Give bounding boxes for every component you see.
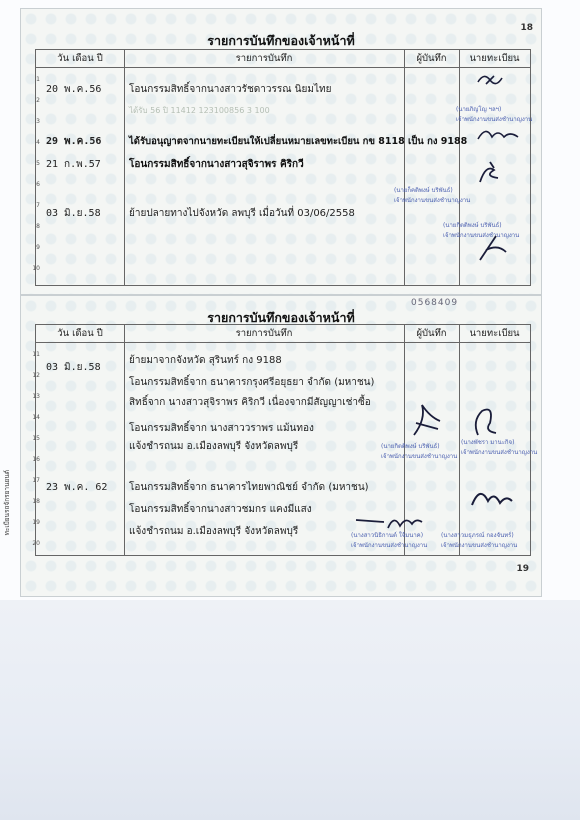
official-stamp <box>394 185 470 205</box>
header-date: วัน เดือน ปี <box>57 328 103 339</box>
registrar-signature <box>468 401 503 443</box>
registrar-signature <box>476 158 506 192</box>
entry-line: แจ้งชำรถนม อ.เมืองลพบุรี จังหวัดลพบุรี <box>129 441 299 452</box>
line-number: 16 <box>32 456 40 463</box>
line-number: 2 <box>36 97 40 104</box>
column-divider <box>459 325 460 555</box>
line-number: 5 <box>36 160 40 167</box>
header-recorder: ผู้บันทึก <box>416 328 447 339</box>
stamp-name: (นายภิญโญ ฯลฯ) <box>456 106 502 113</box>
line-number: 14 <box>32 414 40 421</box>
faded-text: ได้รับ 56 ปิ 11412 123100856 3 100 <box>129 106 270 115</box>
entry-line: โอนกรรมสิทธิ์จาก ธนาคารกรุงศรีอยุธยา จำกัด (มหาชน) <box>129 377 375 388</box>
header-divider <box>36 67 530 68</box>
line-number: 10 <box>32 265 40 272</box>
column-divider <box>459 50 460 285</box>
line-number: 4 <box>36 139 40 146</box>
stamp-position: เจ้าพนักงานขนส่งชำนาญงาน <box>461 449 538 456</box>
line-number: 20 <box>32 540 40 547</box>
stamp-position: เจ้าพนักงานขนส่งชำนาญงาน <box>443 232 520 239</box>
recorder-signature <box>354 510 424 536</box>
stamp-name: (นางสาวมธุภรณ์ กองจันทร์) <box>441 532 514 539</box>
line-number: 15 <box>32 435 40 442</box>
registrar-signature <box>476 70 506 94</box>
official-stamp <box>441 530 517 550</box>
entry-text: ย้ายปลายทางไปจังหวัด ลพบุรี เมื่อวันที่ 03/06/2558 <box>129 208 355 219</box>
entry-date: 03 มิ.ย.58 <box>46 208 101 219</box>
entry-date: 21 ก.พ.57 <box>46 159 101 170</box>
record-table <box>32 324 538 556</box>
stamp-name: (นายกิตติพงษ์ บริพันธ์) <box>443 222 502 229</box>
registrar-signature <box>476 230 511 269</box>
line-number: 11 <box>32 351 40 358</box>
entry-line: ย้ายมาจากจังหวัด สุรินทร์ กง 9188 <box>129 355 282 366</box>
header-record: รายการบันทึก <box>235 328 293 339</box>
header-registrar: นายทะเบียน <box>469 53 520 64</box>
page-number: 19 <box>516 564 529 574</box>
entry-date: 29 พ.ค.56 <box>46 136 102 147</box>
column-divider <box>124 325 125 555</box>
line-number: 3 <box>36 118 40 125</box>
record-table <box>32 49 533 286</box>
entry-text: ได้รับอนุญาตจากนายทะเบียนให้เปลี่ยนหมายเลขทะเบียน กข 8118 เป็น กง 9188 <box>129 136 468 147</box>
registrar-signature <box>476 125 521 149</box>
stamp-name: (นายก็คติพงษ์ บริพันธ์) <box>394 187 453 194</box>
line-number: 18 <box>32 498 40 505</box>
record-page-top <box>20 8 542 295</box>
line-number: 12 <box>32 372 40 379</box>
entry-line: โอนกรรมสิทธิ์จาก ธนาคารไทยพาณิชย์ จำกัด (มหาชน) <box>129 482 369 493</box>
side-label: ทะเบียนรถจักรยานยนต์ <box>3 470 11 536</box>
scan-background <box>0 600 580 820</box>
serial-number: 0568409 <box>411 298 459 308</box>
registrar-signature <box>468 483 513 517</box>
entry-text: โอนกรรมสิทธิ์จากนางสาวสุจิราพร คิริกวี <box>129 159 304 170</box>
entry-line: แจ้งชำรถนม อ.เมืองลพบุรี จังหวัดลพบุรี <box>129 526 299 537</box>
entry-date: 20 พ.ค.56 <box>46 84 102 95</box>
line-number: 1 <box>36 76 40 83</box>
page-title: รายการบันทึกของเจ้าหน้าที่ <box>207 310 355 325</box>
stamp-name: (นางพัชรา มานะกิจ) <box>461 439 515 446</box>
line-number: 7 <box>36 202 40 209</box>
line-number: 9 <box>36 244 40 251</box>
line-number: 19 <box>32 519 40 526</box>
stamp-position: เจ้าพนักงานขนส่งชำนาญงาน <box>394 197 471 204</box>
stamp-name: (นางสาวนิธิกานต์ ใจ้มนาค) <box>351 532 424 539</box>
header-divider <box>36 342 530 343</box>
page-title: รายการบันทึกของเจ้าหน้าที่ <box>207 33 355 48</box>
official-stamp <box>381 441 457 461</box>
entry-line: โอนกรรมสิทธิ์จากนางสาวชมกร แคงมีแสง <box>129 504 312 515</box>
stamp-name: (นายกิตติพงษ์ บริพันธ์) <box>381 443 440 450</box>
column-divider <box>124 50 125 285</box>
header-record: รายการบันทึก <box>235 53 293 64</box>
line-number: 6 <box>36 181 40 188</box>
header-date: วัน เดือน ปี <box>57 53 103 64</box>
line-number: 8 <box>36 223 40 230</box>
page-number: 18 <box>520 23 533 33</box>
entry-line: สิทธิ์จาก นางสาวสุจิราพร คิริกวี เนื่องจากมีสัญญาเช่าซื้อ <box>129 397 371 408</box>
recorder-signature <box>408 399 448 443</box>
header-registrar: นายทะเบียน <box>469 328 520 339</box>
official-stamp <box>456 104 532 124</box>
record-page-bottom <box>20 295 542 597</box>
line-number: 13 <box>32 393 40 400</box>
entry-date: 23 พ.ค. 62 <box>46 482 108 493</box>
entry-text: โอนกรรมสิทธิ์จากนางสาวรัชดาวรรณ นิยมไทย <box>129 84 332 95</box>
entry-line: โอนกรรมสิทธิ์จาก นางสาววราพร แม้นทอง <box>129 423 314 434</box>
stamp-position: เจ้าพนักงานขนส่งชำนาญงาน <box>441 542 518 549</box>
line-number: 17 <box>32 477 40 484</box>
entry-date: 03 มิ.ย.58 <box>46 362 101 373</box>
column-divider <box>404 50 405 285</box>
stamp-position: เจ้าพนักงานขนส่งชำนาญงาน <box>351 542 428 549</box>
header-recorder: ผู้บันทึก <box>416 53 447 64</box>
stamp-position: เจ้าพนักงานขนส่งชำนาญงาน <box>381 453 458 460</box>
stamp-position: เจ้าพนักงานขนส่งชำนาญงาน <box>456 116 533 123</box>
